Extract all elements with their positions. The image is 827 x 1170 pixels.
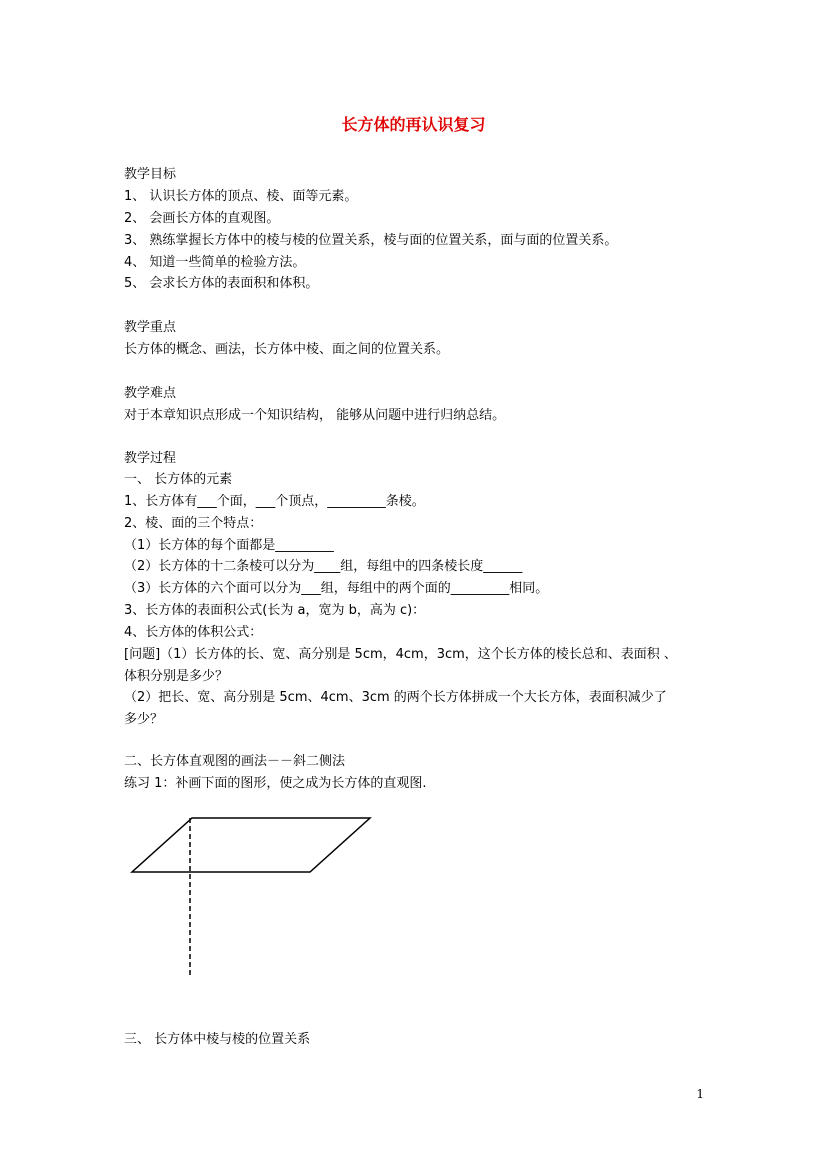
key-points-text: 长方体的概念、画法，长方体中棱、面之间的位置关系。 [124, 342, 450, 357]
key-points-heading: 教学重点 [124, 320, 177, 335]
process-heading: 教学过程 [124, 451, 177, 466]
cuboid-sketch-figure [120, 808, 380, 983]
document-title: 长方体的再认识复习 [341, 115, 486, 134]
problem-line: （2）把长、宽、高分别是 5cm、4cm、3cm 的两个长方体拼成一个大长方体，表面积减少了 [124, 690, 667, 705]
page-number: 1 [696, 1087, 704, 1101]
objective-item: 2、 会画长方体的直观图。 [124, 211, 280, 226]
section-1-title: 一、 长方体的元素 [124, 472, 233, 487]
objectives-heading: 教学目标 [124, 167, 177, 182]
difficulties-heading: 教学难点 [124, 386, 177, 401]
process-line: 4、长方体的体积公式： [124, 625, 263, 640]
objective-item: 4、 知道一些简单的检验方法。 [124, 255, 306, 270]
difficulties-text: 对于本章知识点形成一个知识结构， 能够从问题中进行归纳总结。 [124, 408, 506, 423]
problem-line: 多少？ [124, 712, 164, 727]
process-line: 3、长方体的表面积公式(长为 a，宽为 b，高为 c)： [124, 603, 426, 618]
objective-item: 1、 认识长方体的顶点、棱、面等元素。 [124, 189, 358, 204]
process-line: （1）长方体的每个面都是_________ [124, 538, 334, 553]
process-line: （3）长方体的六个面可以分为___组，每组中的两个面的_________相同。 [124, 581, 549, 596]
objective-item: 5、 会求长方体的表面积和体积。 [124, 276, 319, 291]
objective-item: 3、 熟练掌握长方体中的棱与棱的位置关系，棱与面的位置关系，面与面的位置关系。 [124, 233, 618, 248]
exercise-1: 练习 1：补画下面的图形，使之成为长方体的直观图. [124, 776, 427, 791]
section-2-title: 二、长方体直观图的画法－－斜二侧法 [124, 754, 346, 769]
problem-line: [问题]（1）长方体的长、宽、高分别是 5cm，4cm，3cm，这个长方体的棱长总和、表面积 、 [124, 647, 677, 662]
process-line: 1、长方体有___个面，___个顶点，_________条棱。 [124, 494, 425, 509]
process-line: 2、棱、面的三个特点： [124, 516, 263, 531]
process-line: （2）长方体的十二条棱可以分为____组，每组中的四条棱长度______ [124, 559, 523, 574]
parallelogram-face [132, 818, 370, 872]
problem-line: 体积分别是多少？ [124, 669, 229, 684]
section-3-title: 三、 长方体中棱与棱的位置关系 [124, 1032, 311, 1047]
